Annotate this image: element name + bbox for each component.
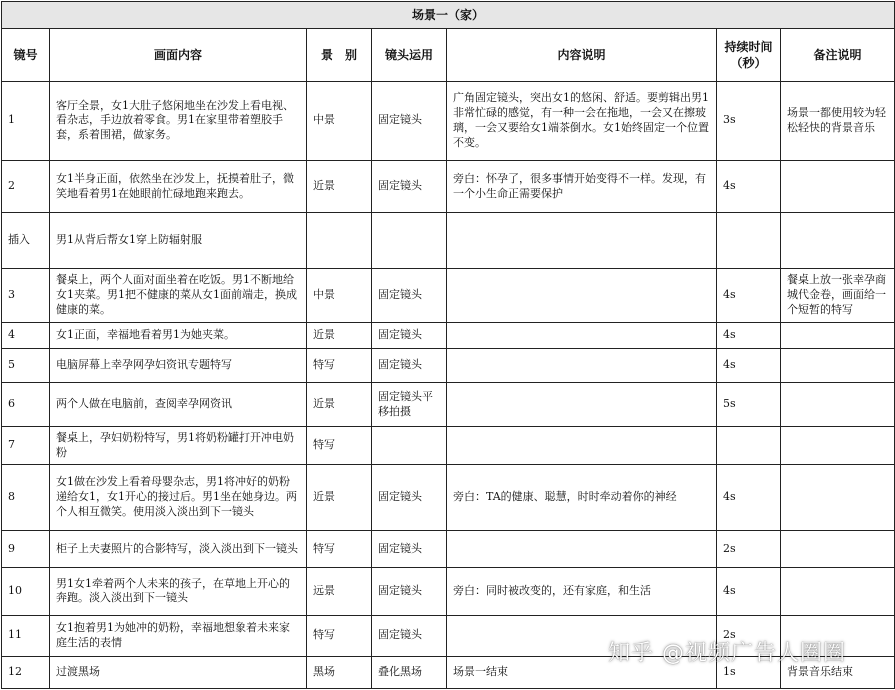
cell-duration: 5s bbox=[717, 382, 781, 426]
cell-duration: 2s bbox=[717, 616, 781, 656]
cell-shot-size: 特写 bbox=[307, 348, 372, 382]
cell-content-description: 场景一结束 bbox=[447, 656, 717, 688]
cell-remarks bbox=[781, 213, 895, 269]
cell-remarks bbox=[781, 427, 895, 464]
cell-duration: 4s bbox=[717, 348, 781, 382]
cell-camera-usage: 固定镜头 bbox=[372, 348, 447, 382]
cell-content-description bbox=[447, 323, 717, 348]
cell-duration: 2s bbox=[717, 531, 781, 567]
cell-camera-usage: 固定镜头 bbox=[372, 160, 447, 213]
cell-duration: 4s bbox=[717, 268, 781, 323]
cell-duration: 4s bbox=[717, 567, 781, 615]
cell-shot-number: 7 bbox=[2, 427, 50, 464]
cell-camera-usage: 固定镜头 bbox=[372, 531, 447, 567]
cell-shot-number: 2 bbox=[2, 160, 50, 213]
cell-shot-number: 10 bbox=[2, 567, 50, 615]
table-row bbox=[2, 323, 895, 348]
cell-shot-size: 近景 bbox=[307, 160, 372, 213]
cell-remarks bbox=[781, 348, 895, 382]
cell-scene-content: 两个人做在电脑前，查阅幸孕网资讯 bbox=[50, 382, 307, 426]
table-title-row bbox=[2, 2, 895, 29]
cell-shot-number: 6 bbox=[2, 382, 50, 426]
table-row bbox=[2, 567, 895, 615]
cell-content-description bbox=[447, 348, 717, 382]
cell-content-description: 旁白：TA的健康、聪慧，时时牵动着你的神经 bbox=[447, 464, 717, 531]
cell-scene-content: 餐桌上，孕妇奶粉特写，男1将奶粉罐打开冲电奶粉 bbox=[50, 427, 307, 464]
cell-duration: 4s bbox=[717, 464, 781, 531]
table-row bbox=[2, 348, 895, 382]
cell-scene-content: 柜子上夫妻照片的合影特写，淡入淡出到下一镜头 bbox=[50, 531, 307, 567]
cell-scene-content: 电脑屏幕上幸孕网孕妇资讯专题特写 bbox=[50, 348, 307, 382]
cell-shot-size: 黑场 bbox=[307, 656, 372, 688]
cell-scene-content: 男1从背后帮女1穿上防辐射服 bbox=[50, 213, 307, 269]
cell-shot-size: 特写 bbox=[307, 616, 372, 656]
cell-content-description bbox=[447, 268, 717, 323]
cell-remarks: 场景一都使用较为轻松轻快的背景音乐 bbox=[781, 82, 895, 161]
cell-remarks: 餐桌上放一张幸孕商城代金卷，画面给一个短暂的特写 bbox=[781, 268, 895, 323]
table-title: 场景一（家） bbox=[2, 2, 895, 29]
cell-camera-usage: 固定镜头 bbox=[372, 464, 447, 531]
watermark: 知乎 @视频广告人圈圈 bbox=[608, 641, 846, 666]
cell-remarks bbox=[781, 382, 895, 426]
table-row bbox=[2, 427, 895, 464]
cell-scene-content: 餐桌上，两个人面对面坐着在吃饭。男1不断地给女1夹菜。男1把不健康的菜从女1面前端走，换成健康的菜。 bbox=[50, 268, 307, 323]
cell-duration bbox=[717, 213, 781, 269]
cell-camera-usage: 固定镜头 bbox=[372, 567, 447, 615]
cell-remarks: 背景音乐结束 bbox=[781, 656, 895, 688]
cell-camera-usage: 固定镜头平移拍摄 bbox=[372, 382, 447, 426]
cell-shot-number: 插入 bbox=[2, 213, 50, 269]
cell-shot-size: 近景 bbox=[307, 382, 372, 426]
table-row bbox=[2, 160, 895, 213]
cell-shot-size bbox=[307, 213, 372, 269]
cell-shot-number: 4 bbox=[2, 323, 50, 348]
cell-shot-number: 11 bbox=[2, 616, 50, 656]
table-row bbox=[2, 464, 895, 531]
cell-shot-size: 近景 bbox=[307, 464, 372, 531]
cell-camera-usage: 固定镜头 bbox=[372, 82, 447, 161]
table-header-row bbox=[2, 29, 895, 82]
cell-camera-usage: 固定镜头 bbox=[372, 268, 447, 323]
cell-camera-usage bbox=[372, 427, 447, 464]
table-row bbox=[2, 382, 895, 426]
cell-duration bbox=[717, 427, 781, 464]
table-row bbox=[2, 531, 895, 567]
header-remarks: 备注说明 bbox=[781, 29, 895, 82]
cell-scene-content: 过渡黑场 bbox=[50, 656, 307, 688]
cell-remarks bbox=[781, 323, 895, 348]
cell-camera-usage: 固定镜头 bbox=[372, 616, 447, 656]
cell-content-description bbox=[447, 382, 717, 426]
storyboard-table bbox=[1, 1, 895, 689]
cell-remarks bbox=[781, 160, 895, 213]
table-row bbox=[2, 82, 895, 161]
cell-shot-size: 中景 bbox=[307, 268, 372, 323]
table-row bbox=[2, 213, 895, 269]
cell-shot-size: 特写 bbox=[307, 531, 372, 567]
cell-content-description bbox=[447, 531, 717, 567]
cell-camera-usage bbox=[372, 213, 447, 269]
cell-camera-usage: 叠化黑场 bbox=[372, 656, 447, 688]
cell-content-description bbox=[447, 427, 717, 464]
cell-duration: 1s bbox=[717, 656, 781, 688]
header-shot-size: 景 别 bbox=[307, 29, 372, 82]
cell-scene-content: 女1抱着男1为她冲的奶粉，幸福地想象着未来家庭生活的表情 bbox=[50, 616, 307, 656]
cell-shot-number: 1 bbox=[2, 82, 50, 161]
cell-duration: 4s bbox=[717, 160, 781, 213]
cell-shot-size: 特写 bbox=[307, 427, 372, 464]
cell-shot-size: 中景 bbox=[307, 82, 372, 161]
header-duration: 持续时间（秒） bbox=[717, 29, 781, 82]
header-camera-usage: 镜头运用 bbox=[372, 29, 447, 82]
cell-duration: 3s bbox=[717, 82, 781, 161]
table-row bbox=[2, 268, 895, 323]
cell-scene-content: 客厅全景，女1大肚子悠闲地坐在沙发上看电视、看杂志，手边放着零食。男1在家里带着塑胶手套，系着围裙，做家务。 bbox=[50, 82, 307, 161]
cell-remarks bbox=[781, 464, 895, 531]
cell-content-description: 旁白：同时被改变的，还有家庭，和生活 bbox=[447, 567, 717, 615]
cell-shot-number: 3 bbox=[2, 268, 50, 323]
cell-camera-usage: 固定镜头 bbox=[372, 323, 447, 348]
header-shot-number: 镜号 bbox=[2, 29, 50, 82]
cell-duration: 4s bbox=[717, 323, 781, 348]
cell-content-description bbox=[447, 213, 717, 269]
cell-scene-content: 男1女1牵着两个人未来的孩子，在草地上开心的奔跑。淡入淡出到下一镜头 bbox=[50, 567, 307, 615]
cell-scene-content: 女1正面，幸福地看着男1为她夹菜。 bbox=[50, 323, 307, 348]
cell-remarks bbox=[781, 531, 895, 567]
cell-shot-size: 远景 bbox=[307, 567, 372, 615]
header-scene-content: 画面内容 bbox=[50, 29, 307, 82]
cell-shot-number: 9 bbox=[2, 531, 50, 567]
cell-scene-content: 女1做在沙发上看着母婴杂志，男1将冲好的奶粉递给女1，女1开心的接过后。男1坐在她身边。两个人相互微笑。使用淡入淡出到下一镜头 bbox=[50, 464, 307, 531]
cell-shot-size: 近景 bbox=[307, 323, 372, 348]
cell-remarks bbox=[781, 567, 895, 615]
cell-shot-number: 8 bbox=[2, 464, 50, 531]
cell-content-description: 旁白：怀孕了，很多事情开始变得不一样。发现，有一个小生命正需要保护 bbox=[447, 160, 717, 213]
cell-shot-number: 12 bbox=[2, 656, 50, 688]
cell-content-description: 广角固定镜头，突出女1的悠闲、舒适。要剪辑出男1非常忙碌的感觉，有一种一会在拖地，一会又在擦玻璃，一会又要给女1端茶倒水。女1始终固定一个位置不变。 bbox=[447, 82, 717, 161]
cell-scene-content: 女1半身正面，依然坐在沙发上，抚摸着肚子，微笑地看着男1在她眼前忙碌地跑来跑去。 bbox=[50, 160, 307, 213]
cell-shot-number: 5 bbox=[2, 348, 50, 382]
header-content-description: 内容说明 bbox=[447, 29, 717, 82]
